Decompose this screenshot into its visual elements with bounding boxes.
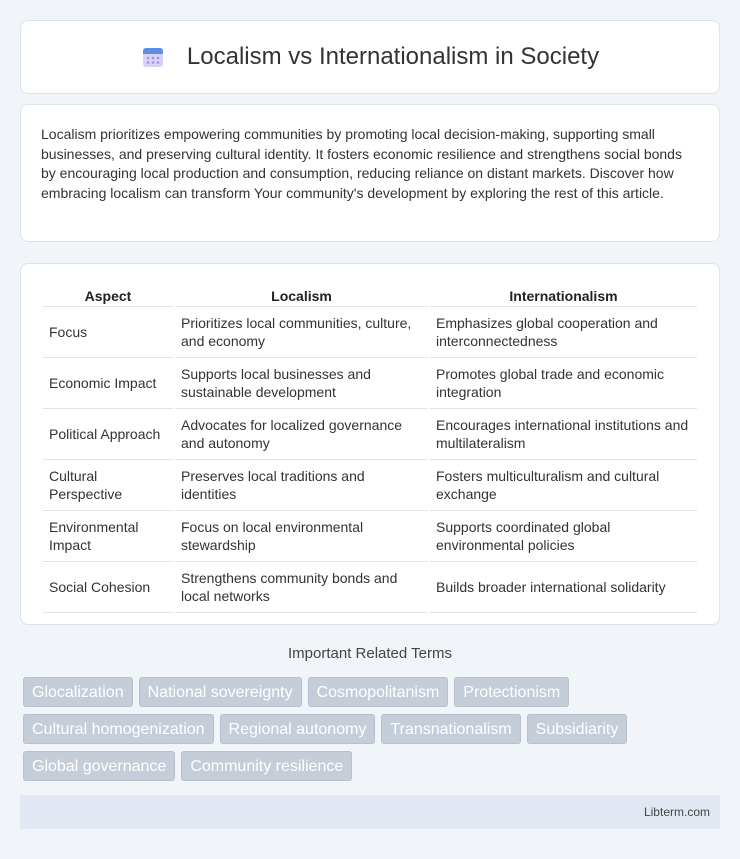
tag-transnationalism[interactable]: Transnationalism [381,714,520,744]
page-title: Localism vs Internationalism in Society [186,43,600,70]
table-row [43,307,697,358]
cell-localism: Strengthens community bonds and local networks [175,562,428,613]
cell-internationalism: Fosters multiculturalism and cultural exchange [430,460,697,511]
related-terms-list [23,677,723,781]
tag-subsidiarity[interactable]: Subsidiarity [527,714,628,744]
tag-cultural-homogenization[interactable]: Cultural homogenization [23,714,214,744]
cell-localism: Advocates for localized governance and autonomy [175,409,428,460]
tag-cosmopolitanism[interactable]: Cosmopolitanism [308,677,449,707]
cell-localism: Supports local businesses and sustainable development [175,358,428,409]
cell-localism: Preserves local traditions and identities [175,460,428,511]
title-card [20,20,720,94]
table-header-row [43,284,697,307]
comparison-table [41,284,699,613]
tag-protectionism[interactable]: Protectionism [454,677,569,707]
cell-aspect: Focus [43,307,173,358]
footer-site-link[interactable]: Libterm.com [643,805,710,819]
cell-aspect: Cultural Perspective [43,460,173,511]
cell-localism: Focus on local environmental stewardship [175,511,428,562]
related-terms-title: Important Related Terms [288,645,452,662]
cell-internationalism: Supports coordinated global environmental policies [430,511,697,562]
footer [20,795,720,829]
tag-glocalization[interactable]: Glocalization [23,677,133,707]
table-row [43,409,697,460]
intro-card [20,104,720,242]
table-row [43,562,697,613]
cell-internationalism: Promotes global trade and economic integration [430,358,697,409]
tag-regional-autonomy[interactable]: Regional autonomy [220,714,376,744]
intro-paragraph: Localism prioritizes empowering communities by promoting local decision-making, supporting small businesses, and preserving cultural identity. It fosters economic resilience and strengthens social bonds by encouraging local production and consumption, reducing reliance on distant markets. Discover how embracing localism can transform Your community's development by exploring the rest of this article. [41,126,682,201]
cell-localism: Prioritizes local communities, culture, and economy [175,307,428,358]
tag-global-governance[interactable]: Global governance [23,751,175,781]
cell-internationalism: Encourages international institutions and multilateralism [430,409,697,460]
header-aspect: Aspect [43,284,173,307]
table-row [43,460,697,511]
header-internationalism: Internationalism [430,284,697,307]
calendar-icon [141,45,165,69]
cell-internationalism: Builds broader international solidarity [430,562,697,613]
cell-aspect: Environmental Impact [43,511,173,562]
header-localism: Localism [175,284,428,307]
cell-aspect: Economic Impact [43,358,173,409]
comparison-table-card [20,263,720,625]
table-row [43,511,697,562]
tag-national-sovereignty[interactable]: National sovereignty [139,677,302,707]
table-row [43,358,697,409]
cell-internationalism: Emphasizes global cooperation and interconnectedness [430,307,697,358]
cell-aspect: Social Cohesion [43,562,173,613]
tag-community-resilience[interactable]: Community resilience [181,751,352,781]
cell-aspect: Political Approach [43,409,173,460]
